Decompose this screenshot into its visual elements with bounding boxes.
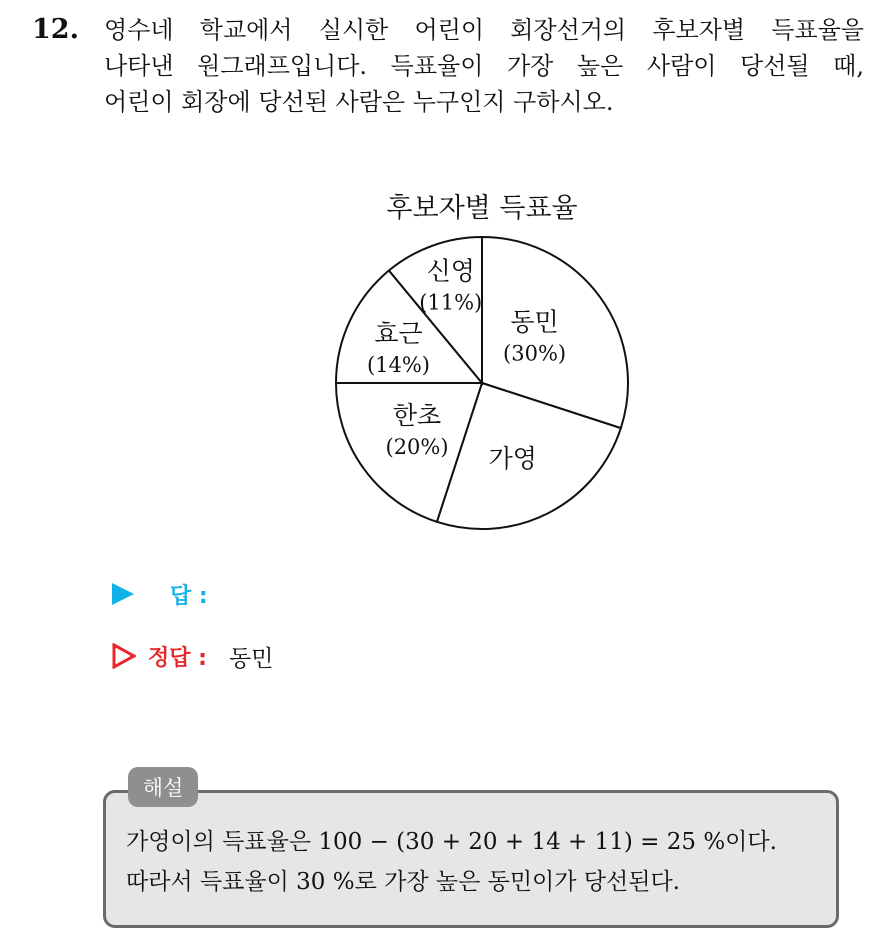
- filled-triangle-icon: [112, 583, 134, 605]
- question-line-1: 영수네 학교에서 실시한 어린이 회장선거의 후보자별 득표율을: [104, 16, 864, 44]
- pie-slice-percent: (30%): [503, 341, 567, 366]
- correct-answer-row: [112, 640, 273, 672]
- explanation-text: [126, 822, 777, 902]
- answer-label: 답 :: [170, 583, 208, 609]
- explanation-line-2: 따라서 득표율이 30 %로 가장 높은 동민이가 당선된다.: [126, 869, 680, 895]
- question-line-2: 나타낸 원그래프입니다. 득표율이 가장 높은 사람이 당선될 때,: [104, 52, 864, 80]
- pie-slice-percent: (20%): [385, 435, 449, 460]
- pie-slice-name: 효근: [374, 319, 423, 349]
- answer-row: [112, 578, 208, 610]
- pie-slice-percent: (11%): [419, 290, 483, 315]
- explanation-tag: 해설: [128, 767, 198, 807]
- question-line-3: 어린이 회장에 당선된 사람은 누구인지 구하시오.: [104, 88, 614, 116]
- correct-answer-label: 정답 :: [148, 645, 207, 671]
- outline-triangle-icon: [112, 643, 136, 669]
- pie-slice-name: 가영: [488, 444, 537, 474]
- pie-slice-name: 신영: [426, 256, 475, 286]
- pie-slice-percent: (14%): [366, 353, 431, 378]
- pie-slice-name: 한초: [392, 401, 442, 431]
- explanation-line-1: 가영이의 득표율은 100 − (30 + 20 + 14 + 11) = 25 %이다.: [126, 829, 777, 855]
- correct-answer-value: 동민: [228, 645, 274, 672]
- chart-title: 후보자별 득표율: [386, 193, 578, 224]
- pie-slice-name: 동민: [510, 307, 559, 337]
- question-number: 12.: [32, 14, 79, 45]
